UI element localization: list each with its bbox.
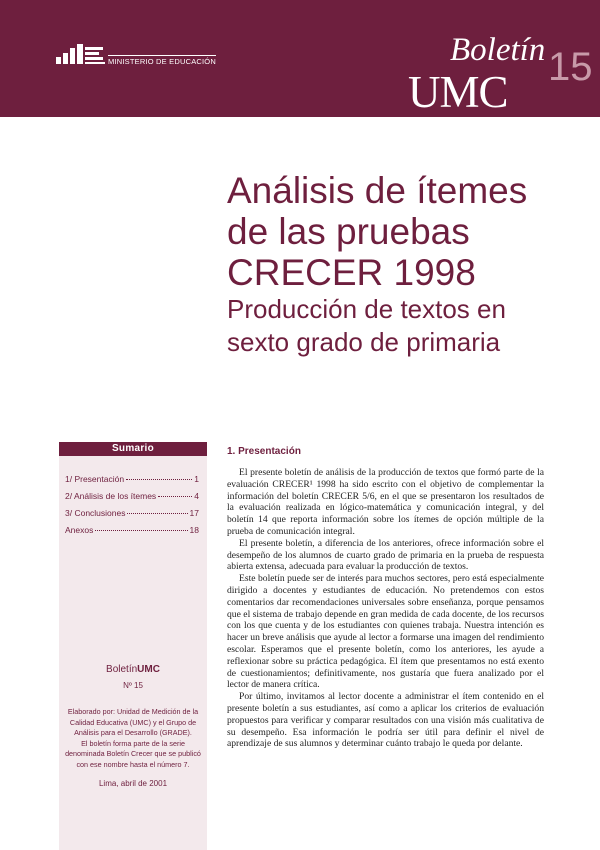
toc-item[interactable] bbox=[65, 491, 199, 508]
toc-page: 17 bbox=[189, 508, 199, 518]
credit-series: El boletín forma parte de la serie denominada Boletín Crecer que se publicó con ese nombre hasta el número 7. bbox=[65, 738, 201, 769]
title-line-3: CRECER 1998 bbox=[227, 252, 476, 293]
sidebar-place-date: Lima, abril de 2001 bbox=[98, 779, 168, 788]
paragraph: Este boletín puede ser de interés para muchos sectores, pero está especialmente dirigido a docentes y estudiantes de educación. No pretendemos con estos comentarios dar recomendaciones universales sobre enseñanza, porque pensamos que el sistema de trabajo depende en gran medida de cada docente, de los recursos con los que cuenta y de los estudiantes con quienes trabaja. Nuestra intención es hacer un breve análisis que ayude al lector a formarse una imagen del rendimiento escolar. Esperamos que el presente boletín, como los anteriores, les ayude a reflexionar sobre su práctica pedagógica. El ítem que presentamos no está exento de cuestionamientos; definitivamente, nos gustaría que fuera analizado por el lector de manera crítica. bbox=[227, 573, 544, 691]
toc-page: 4 bbox=[194, 491, 199, 501]
sidebar-credits bbox=[65, 707, 201, 770]
table-of-contents bbox=[65, 474, 199, 542]
header-banner bbox=[0, 0, 600, 117]
paragraph: El presente boletín, a diferencia de los anteriores, ofrece información sobre el desempeño de los alumnos de cuarto grado de primaria en la prueba de respuesta abierta extensa, adecuada para evaluar la producción de textos. bbox=[227, 537, 544, 573]
toc-label: 3/ Conclusiones bbox=[65, 508, 126, 518]
ministry-name: MINISTERIO DE EDUCACIÓN bbox=[108, 57, 216, 66]
sidebar-issue-number: Nº 15 bbox=[123, 681, 143, 690]
toc-item[interactable] bbox=[65, 474, 199, 491]
toc-page: 1 bbox=[194, 474, 199, 484]
sidebar-brand-prefix: Boletín bbox=[106, 664, 138, 675]
toc-item[interactable] bbox=[65, 525, 199, 542]
bulletin-word: Boletín bbox=[450, 32, 546, 68]
toc-item[interactable] bbox=[65, 508, 199, 525]
page-title bbox=[227, 170, 567, 293]
toc-page: 18 bbox=[189, 525, 199, 535]
sidebar-brand-strong: UMC bbox=[137, 664, 160, 675]
title-line-1: Análisis de ítemes bbox=[227, 170, 528, 211]
toc-label: 2/ Análisis de los ítemes bbox=[65, 491, 157, 501]
sidebar-brand bbox=[59, 664, 207, 675]
ministry-logo-icon bbox=[56, 44, 106, 64]
bulletin-number: 15 bbox=[548, 45, 593, 89]
subtitle-line-1: Producción de textos en bbox=[227, 294, 506, 324]
toc-leader bbox=[127, 513, 187, 514]
title-line-2: de las pruebas bbox=[227, 211, 470, 252]
toc-label: Anexos bbox=[65, 525, 94, 535]
paragraph: Por último, invitamos al lector docente a administrar el ítem contenido en el presente boletín a sus estudiantes, así como a aplicar los criterios de evaluación propuestos para verificar y comparar resultados con una visión más cualitativa de su desempeño. Esa información le podría ser útil para definir el nivel de aprendizaje de sus alumnos y determinar cuánto trabajo le queda por delante. bbox=[227, 691, 544, 750]
summary-heading: Sumario bbox=[59, 442, 207, 456]
page-subtitle bbox=[227, 293, 567, 359]
credit-authors: Elaborado por: Unidad de Medición de la Calidad Educativa (UMC) y el Grupo de Análisis para el Desarrollo (GRADE). bbox=[67, 707, 199, 737]
subtitle-line-2: sexto grado de primaria bbox=[227, 327, 501, 357]
section-body bbox=[227, 467, 544, 750]
bulletin-brand: UMC bbox=[408, 67, 508, 117]
toc-leader bbox=[95, 530, 187, 531]
toc-leader bbox=[158, 496, 192, 497]
summary-sidebar bbox=[59, 442, 207, 850]
paragraph: El presente boletín de análisis de la producción de textos que formó parte de la evaluación CRECER¹ 1998 ha sido escrito con el objetivo de complementar la información del boletín CRECER 5/6, en el que se presentaron los resultados de la evaluación realizada en lógico-matemática y comunicación integral, y del boletín 14 que reporta información sobre los ítemes de opción múltiple de la prueba de comunicación integral. bbox=[227, 467, 544, 537]
toc-leader bbox=[126, 479, 192, 480]
toc-label: 1/ Presentación bbox=[65, 474, 125, 484]
section-heading: 1. Presentación bbox=[227, 446, 301, 457]
